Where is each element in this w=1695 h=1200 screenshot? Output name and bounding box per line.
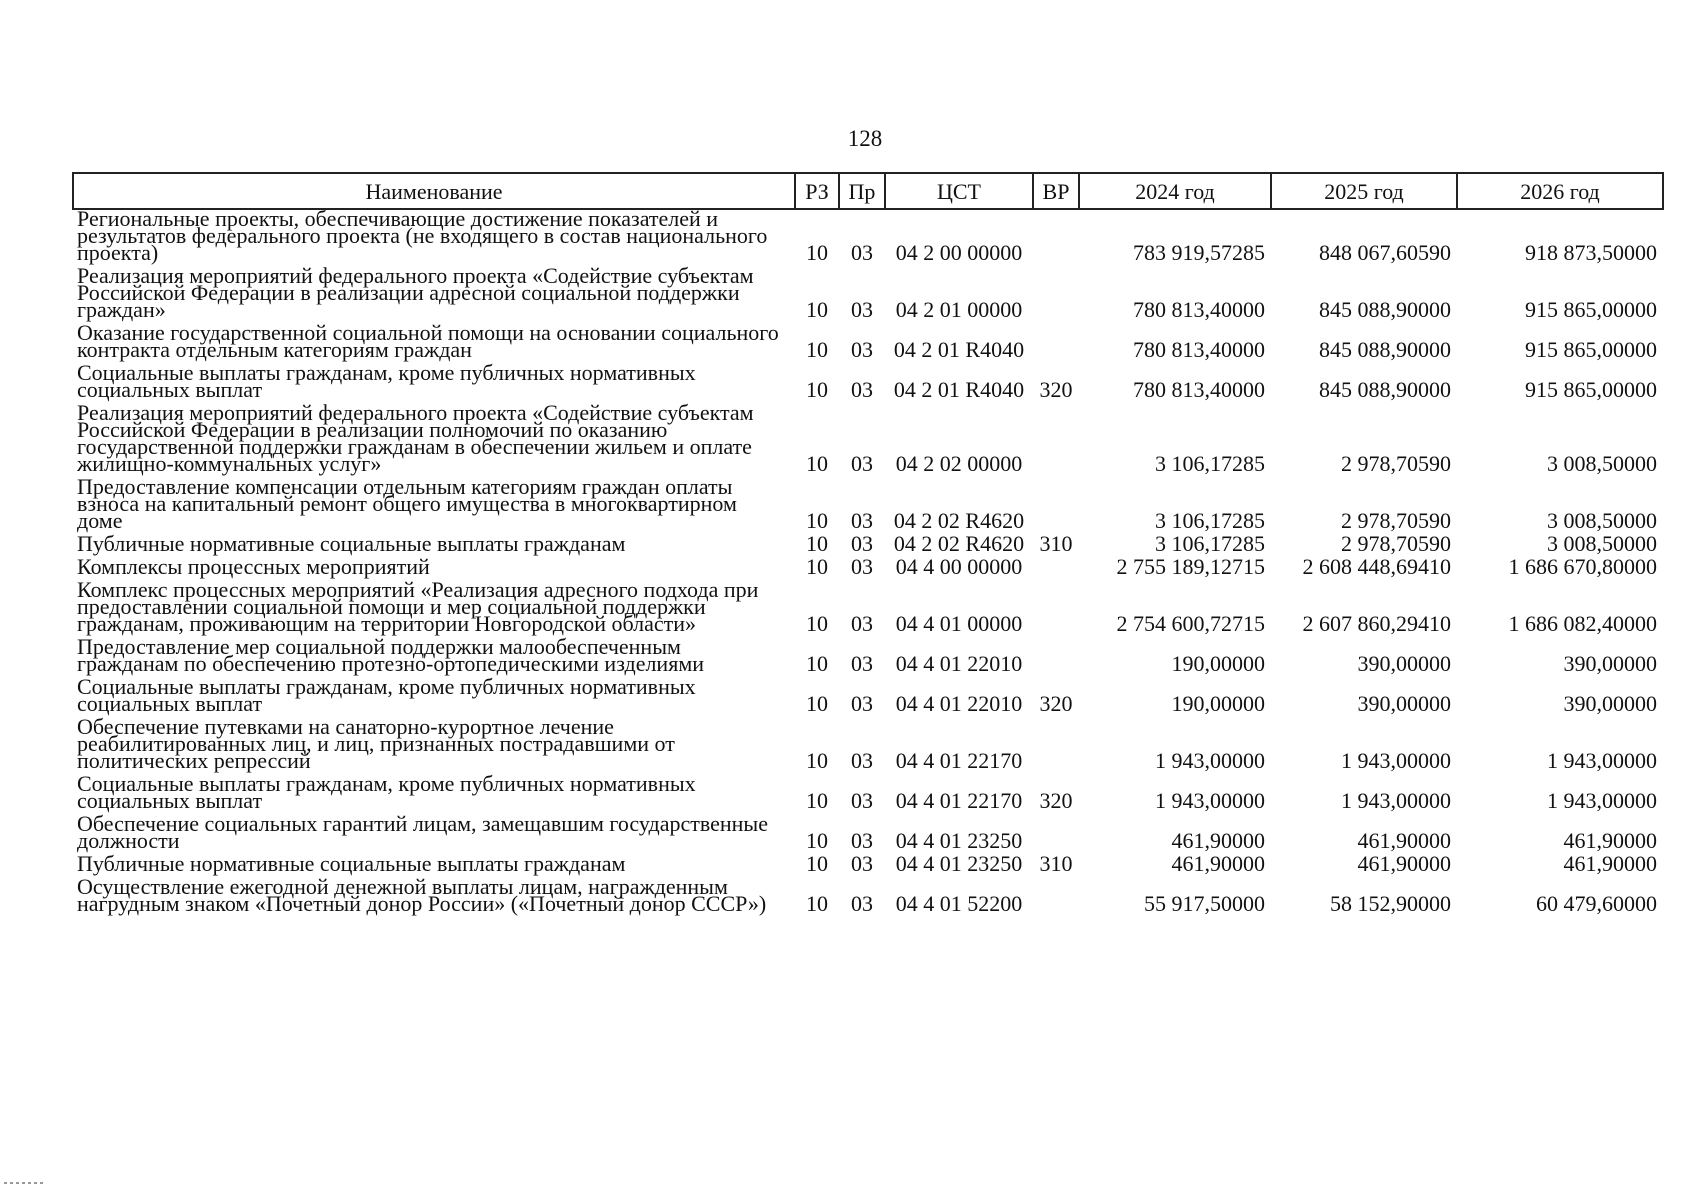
cell-cst: 04 2 02 R4620	[893, 508, 1025, 533]
cell-vr	[1033, 878, 1079, 918]
cell-y2024: 780 813,40000	[1133, 377, 1265, 402]
cell-y2026: 461,90000	[1563, 828, 1657, 853]
cell-rz: 10	[806, 851, 828, 876]
cell-pr: 03	[851, 531, 873, 556]
cell-y2024: 1 943,00000	[1155, 788, 1265, 813]
cell-y2026: 918 873,50000	[1525, 240, 1657, 265]
cell-y2026: 3 008,50000	[1547, 531, 1657, 556]
table-row	[73, 364, 1663, 404]
table-row	[73, 209, 1663, 267]
cell-rz: 10	[806, 297, 828, 322]
cell-cst: 04 2 02 00000	[895, 451, 1023, 476]
cell-name: Комплексы процессных мероприятий	[77, 554, 430, 579]
cell-name: Предоставление мер социальной поддержки малообеспеченным гражданам по обеспечению протезно-ортопедическими изделиями	[77, 634, 705, 676]
cell-y2024: 3 106,17285	[1155, 531, 1265, 556]
cell-y2025: 1 943,00000	[1341, 748, 1451, 773]
cell-y2026: 60 479,60000	[1536, 891, 1657, 916]
cell-rz: 10	[806, 611, 828, 636]
cell-y2024: 55 917,50000	[1144, 891, 1265, 916]
cell-pr: 03	[851, 788, 873, 813]
cell-cst: 04 4 01 00000	[895, 611, 1023, 636]
cell-vr: 320	[1039, 377, 1073, 402]
cell-cst: 04 4 01 52200	[895, 891, 1023, 916]
cell-cst: 04 4 01 22170	[895, 748, 1023, 773]
cell-vr	[1033, 581, 1079, 638]
cell-vr: 310	[1039, 531, 1073, 556]
col-header-2026: 2026 год	[1457, 173, 1663, 209]
cell-vr	[1033, 638, 1079, 678]
cell-y2025: 1 943,00000	[1341, 788, 1451, 813]
table-row	[73, 775, 1663, 815]
cell-pr: 03	[851, 337, 873, 362]
cell-y2025: 390,00000	[1357, 691, 1451, 716]
cell-pr: 03	[851, 240, 873, 265]
cell-name: Реализация мероприятий федерального проекта «Содействие субъектам Российской Федерации в реализации адресной социальной поддержки граждан»	[77, 263, 754, 322]
cell-cst: 04 4 01 22010	[895, 651, 1023, 676]
cell-y2025: 390,00000	[1357, 651, 1451, 676]
cell-cst: 04 4 00 00000	[895, 554, 1023, 579]
col-header-rz: РЗ	[795, 173, 839, 209]
cell-cst: 04 2 02 R4620	[893, 531, 1025, 556]
col-header-pr: Пр	[839, 173, 885, 209]
cell-cst: 04 2 01 00000	[895, 297, 1023, 322]
cell-y2024: 461,90000	[1171, 851, 1265, 876]
cell-y2026: 915 865,00000	[1525, 377, 1657, 402]
cell-cst: 04 4 01 22170	[895, 788, 1023, 813]
table-row	[73, 878, 1663, 918]
cell-pr: 03	[851, 508, 873, 533]
cell-cst: 04 2 01 R4040	[893, 337, 1025, 362]
table-body	[73, 206, 1663, 918]
cell-name: Обеспечение путевками на санаторно-курортное лечение реабилитированных лиц, и лиц, признанных пострадавшими от политических репрессий	[77, 714, 675, 773]
cell-y2025: 58 152,90000	[1330, 891, 1451, 916]
page-number: 128	[847, 126, 883, 151]
cell-y2026: 915 865,00000	[1525, 297, 1657, 322]
cell-rz: 10	[806, 891, 828, 916]
cell-rz: 10	[806, 828, 828, 853]
cell-vr	[1033, 558, 1079, 581]
cell-rz: 10	[806, 788, 828, 813]
table-header-row	[73, 173, 1663, 209]
cell-name: Социальные выплаты гражданам, кроме публичных нормативных социальных выплат	[77, 360, 696, 402]
cell-y2025: 845 088,90000	[1319, 297, 1451, 322]
cell-pr: 03	[851, 691, 873, 716]
table-row	[73, 718, 1663, 775]
cell-pr: 03	[851, 297, 873, 322]
cell-rz: 10	[806, 451, 828, 476]
cell-name: Оказание государственной социальной помощи на основании социального контракта отдельным категориям граждан	[77, 320, 779, 362]
col-header-vr: ВР	[1033, 173, 1079, 209]
cell-pr: 03	[851, 451, 873, 476]
cell-y2025: 2 608 448,69410	[1302, 554, 1451, 579]
cell-rz: 10	[806, 651, 828, 676]
cell-name: Предоставление компенсации отдельным категориям граждан оплаты взноса на капитальный ремонт общего имущества в многоквартирном доме	[77, 474, 737, 533]
table-row	[73, 404, 1663, 478]
cell-y2025: 461,90000	[1357, 828, 1451, 853]
cell-pr: 03	[851, 891, 873, 916]
cell-vr	[1033, 324, 1079, 364]
table-row	[73, 638, 1663, 678]
cell-y2026: 1 686 670,80000	[1508, 554, 1657, 579]
cell-vr	[1033, 209, 1079, 267]
cell-name: Региональные проекты, обеспечивающие достижение показателей и результатов федерального проекта (не входящего в состав национального проекта)	[77, 206, 768, 265]
cell-name: Реализация мероприятий федерального проекта «Содействие субъектам Российской Федерации в реализации полномочий по оказанию государственной поддержки гражданам в обеспечении жильем и оплате жилищно-коммунальных услуг»	[77, 400, 754, 476]
cell-name: Социальные выплаты гражданам, кроме публичных нормативных социальных выплат	[77, 771, 696, 813]
cell-rz: 10	[806, 748, 828, 773]
cell-y2026: 390,00000	[1563, 651, 1657, 676]
cell-y2024: 1 943,00000	[1155, 748, 1265, 773]
cell-y2025: 845 088,90000	[1319, 337, 1451, 362]
cell-cst: 04 4 01 22010	[895, 691, 1023, 716]
cell-y2024: 783 919,57285	[1133, 240, 1265, 265]
cell-name: Осуществление ежегодной денежной выплаты лицам, награжденным нагрудным знаком «Почетный донор России» («Почетный донор СССР»)	[77, 874, 767, 916]
cell-y2024: 3 106,17285	[1155, 508, 1265, 533]
table-row	[73, 815, 1663, 855]
table-row	[73, 581, 1663, 638]
cell-rz: 10	[806, 377, 828, 402]
cell-pr: 03	[851, 851, 873, 876]
cell-y2025: 2 978,70590	[1341, 531, 1451, 556]
cell-cst: 04 2 01 R4040	[893, 377, 1025, 402]
cell-vr: 310	[1039, 851, 1073, 876]
table-row	[73, 324, 1663, 364]
cell-y2025: 2 607 860,29410	[1302, 611, 1451, 636]
cell-name: Публичные нормативные социальные выплаты гражданам	[77, 531, 626, 556]
cell-rz: 10	[806, 691, 828, 716]
cell-y2026: 3 008,50000	[1547, 508, 1657, 533]
cell-y2024: 780 813,40000	[1133, 297, 1265, 322]
cell-name: Публичные нормативные социальные выплаты гражданам	[77, 851, 626, 876]
cell-y2026: 1 943,00000	[1547, 788, 1657, 813]
cell-rz: 10	[806, 337, 828, 362]
cell-y2026: 390,00000	[1563, 691, 1657, 716]
col-header-cst: ЦСТ	[885, 173, 1033, 209]
col-header-2024: 2024 год	[1079, 173, 1271, 209]
table-row	[73, 267, 1663, 324]
cell-pr: 03	[851, 828, 873, 853]
cell-rz: 10	[806, 554, 828, 579]
cell-y2026: 1 943,00000	[1547, 748, 1657, 773]
cell-cst: 04 2 00 00000	[895, 240, 1023, 265]
cell-y2026: 3 008,50000	[1547, 451, 1657, 476]
table-row	[73, 678, 1663, 718]
cell-y2025: 2 978,70590	[1341, 451, 1451, 476]
cell-y2025: 845 088,90000	[1319, 377, 1451, 402]
cell-y2026: 1 686 082,40000	[1508, 611, 1657, 636]
cell-y2025: 2 978,70590	[1341, 508, 1451, 533]
cell-y2025: 461,90000	[1357, 851, 1451, 876]
cell-vr	[1033, 267, 1079, 324]
col-header-name: Наименование	[73, 173, 795, 209]
cell-vr: 320	[1039, 691, 1073, 716]
cell-vr	[1033, 815, 1079, 855]
cell-y2026: 915 865,00000	[1525, 337, 1657, 362]
cell-pr: 03	[851, 611, 873, 636]
cell-rz: 10	[806, 240, 828, 265]
cell-pr: 03	[851, 377, 873, 402]
cell-y2024: 2 755 189,12715	[1116, 554, 1265, 579]
cell-vr	[1033, 404, 1079, 478]
cell-y2025: 848 067,60590	[1319, 240, 1451, 265]
cell-vr	[1033, 478, 1079, 535]
cell-pr: 03	[851, 748, 873, 773]
cell-name: Социальные выплаты гражданам, кроме публичных нормативных социальных выплат	[77, 674, 696, 716]
cell-name: Комплекс процессных мероприятий «Реализация адресного подхода при предоставлении социальной помощи и мер социальной поддержки гражданам, проживающим на территории Новгородской области»	[77, 577, 759, 636]
col-header-2025: 2025 год	[1271, 173, 1457, 209]
cell-y2024: 2 754 600,72715	[1116, 611, 1265, 636]
cell-y2024: 3 106,17285	[1155, 451, 1265, 476]
budget-table	[72, 172, 1664, 918]
cell-y2024: 190,00000	[1171, 691, 1265, 716]
table-row	[73, 478, 1663, 535]
cell-pr: 03	[851, 554, 873, 579]
cell-rz: 10	[806, 531, 828, 556]
cell-y2026: 461,90000	[1563, 851, 1657, 876]
cell-rz: 10	[806, 508, 828, 533]
cell-cst: 04 4 01 23250	[895, 851, 1023, 876]
cell-cst: 04 4 01 23250	[895, 828, 1023, 853]
cell-y2024: 780 813,40000	[1133, 337, 1265, 362]
cell-vr: 320	[1039, 788, 1073, 813]
cell-name: Обеспечение социальных гарантий лицам, замещавшим государственные должности	[77, 811, 768, 853]
cell-y2024: 190,00000	[1171, 651, 1265, 676]
cell-vr	[1033, 718, 1079, 775]
scan-mark	[4, 1182, 44, 1184]
cell-pr: 03	[851, 651, 873, 676]
cell-y2024: 461,90000	[1171, 828, 1265, 853]
